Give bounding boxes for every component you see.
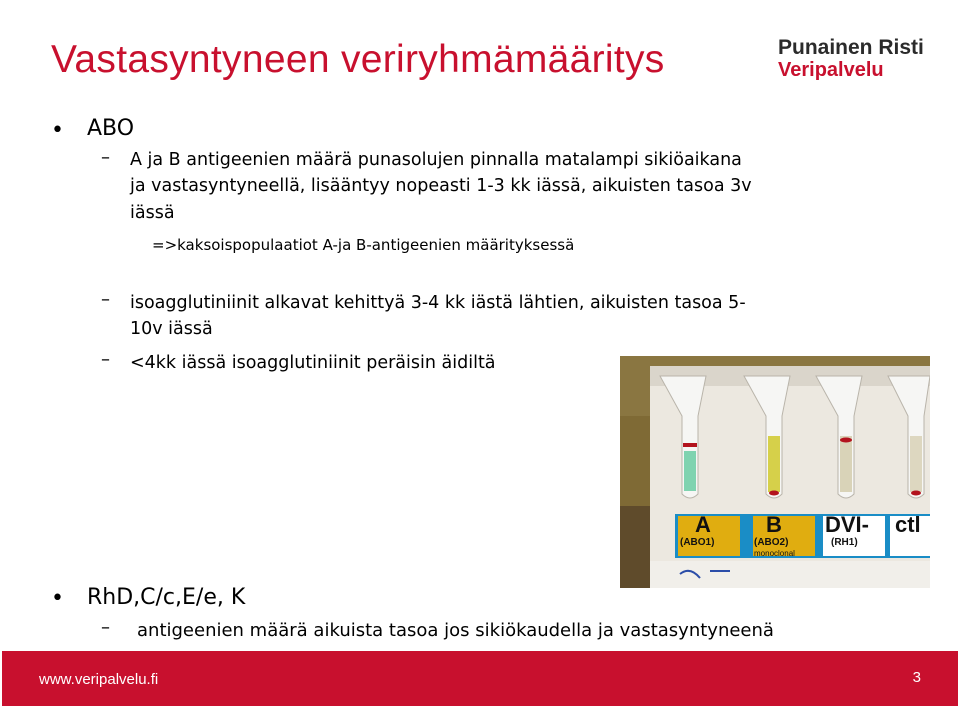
footer-bar: [2, 651, 958, 706]
abo-item1-line3: iässä: [130, 203, 175, 223]
dash-marker: –: [101, 349, 110, 370]
card-label-ctl: ctl: [895, 512, 921, 537]
abo-item1-line2: ja vastasyntyneellä, lisääntyy nopeasti 1-3 kk iässä, aikuisten tasoa 3v: [130, 176, 752, 196]
logo-line2: Veripalvelu: [778, 59, 884, 81]
card-sublabel-rh1: (RH1): [831, 537, 858, 548]
card-label-a: A: [695, 512, 711, 537]
red-cross-logo: [774, 0, 960, 80]
footer-url: www.veripalvelu.fi: [39, 671, 159, 688]
card-sublabel-abo2: (ABO2): [754, 537, 789, 548]
bullet-dot: •: [51, 586, 64, 611]
abo-subnote: =>kaksoispopulaatiot A-ja B-antigeenien määrityksessä: [152, 236, 575, 254]
bullet-rh-label: RhD,C/c,E/e, K: [87, 585, 246, 610]
card-sublabel-abo1: (ABO1): [680, 537, 715, 548]
page-number: 3: [912, 669, 921, 686]
card-label-b: B: [766, 512, 782, 537]
abo-item1-line1: A ja B antigeenien määrä punasolujen pinnalla matalampi sikiöaikana: [130, 150, 742, 170]
slide-title: Vastasyntyneen veriryhmämääritys: [51, 38, 665, 81]
dash-marker: –: [101, 289, 110, 310]
logo-line1: Punainen Risti: [778, 36, 924, 59]
abo-item2-line2: 10v iässä: [130, 319, 213, 339]
rh-item1-line1: antigeenien määrä aikuista tasoa jos sikiökaudella ja vastasyntyneenä: [137, 620, 774, 641]
card-label-dvi: DVI-: [825, 512, 869, 537]
bullet-abo-label: ABO: [87, 116, 135, 141]
bullet-dot: •: [51, 118, 64, 143]
dash-marker: –: [101, 147, 110, 168]
abo-item2-line1: isoagglutiniinit alkavat kehittyä 3-4 kk iästä lähtien, aikuisten tasoa 5-: [130, 293, 746, 313]
dash-marker: –: [101, 617, 110, 638]
card-note-monoclonal: monoclonal: [754, 549, 795, 558]
abo-item3-line1: <4kk iässä isoagglutiniinit peräisin äidiltä: [130, 353, 496, 373]
